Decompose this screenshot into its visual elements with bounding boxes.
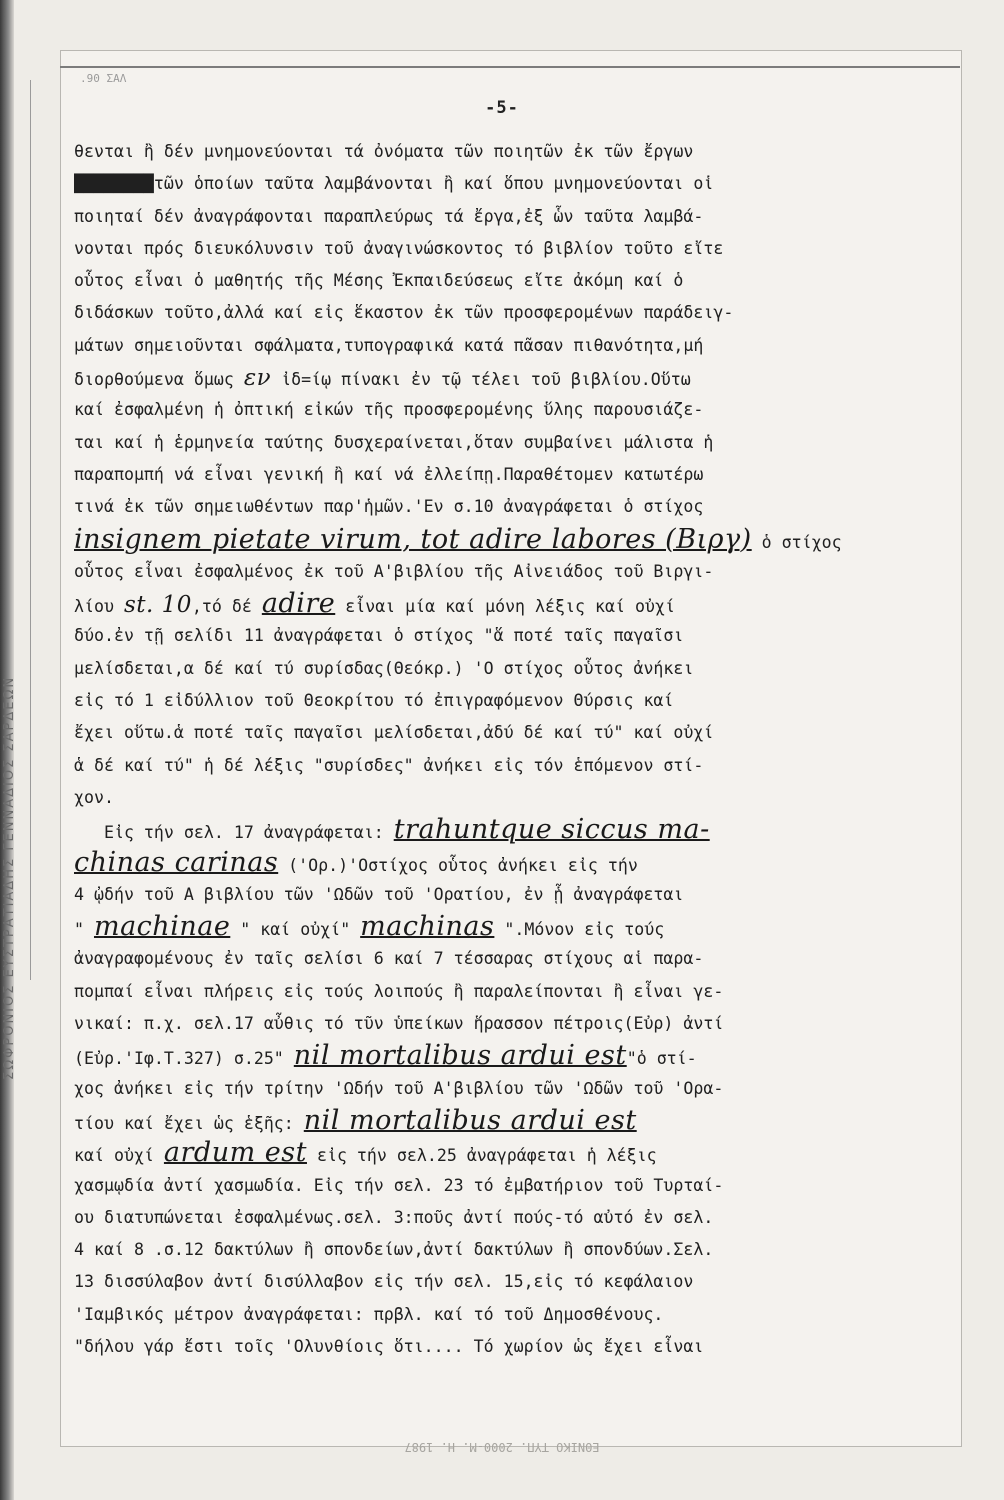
text-line [74, 330, 962, 362]
typed-text: Εἰς τήν σελ. 17 ἀναγράφεται: [74, 823, 394, 843]
typed-text: μάτων σημειοῦνται σφάλματα,τυπογραφικά κατά πᾶσαν πιθανότητα,μή [74, 335, 704, 355]
typed-text: 4 ᾠδήν τοῦ Α βιβλίου τῶν 'Ωδῶν τοῦ 'Ορατίου, ἐν ᾗ ἀναγράφεται [74, 884, 684, 904]
text-line [74, 556, 962, 588]
text-line [74, 265, 962, 297]
typed-text: ,τό δέ [191, 597, 262, 617]
typed-text: ὁ στίχος [751, 532, 842, 552]
text-line [74, 201, 962, 233]
typed-text: χον. [74, 787, 114, 807]
handwritten-insertion: nil mortalibus ardui est [293, 1040, 627, 1072]
typed-text-body [74, 136, 962, 1363]
text-line [74, 1299, 962, 1331]
text-line [74, 297, 962, 329]
text-line [74, 1040, 962, 1072]
typed-text: διδάσκων τοῦτο,ἀλλά καί εἰς ἕκαστον ἐκ τῶν προσφερομένων παράδειγ- [74, 303, 734, 323]
top-rule [60, 66, 960, 68]
spine-text: ΣΩΦΡΟΝΙΟΣ ΕΥΣΤΡΑΤΙΑΔΗΣ ΓΕΝΝΑΔΙΟΣ ΣΑΡΔΕΩΝ [2, 675, 17, 1080]
page-number: -5- [485, 98, 519, 118]
typed-text: ἁ δέ καί τύ" ἡ δέ λέξις "συρίσδες" ἀνήκει εἰς τόν ἑπόμενον στί- [74, 755, 704, 775]
text-line [74, 233, 962, 265]
footer-stamp: ΕΘΝΙΚΟ ΤΥΠ. 2000-Μ. Η. 1987 [404, 1440, 600, 1454]
text-line [74, 362, 962, 394]
text-line [74, 1170, 962, 1202]
corner-mark: .90 ΣΑΛ [80, 72, 127, 85]
typed-text: " καί οὐχί" [230, 920, 361, 940]
typed-text: ἔχει οὕτω.ἁ ποτέ ταῖς παγαῖσι μελίσδεται,ἀδύ δέ καί τύ" καί οὐχί [74, 723, 714, 743]
typed-text: (Εὐρ.'Ιφ.Τ.327) σ.25" [74, 1049, 294, 1069]
typed-text: ται καί ἡ ἑρμηνεία ταύτης δυσχεραίνεται,ὅταν συμβαίνει μάλιστα ἡ [74, 432, 714, 452]
handwritten-insertion: adire [261, 588, 336, 620]
text-line [74, 620, 962, 652]
handwritten-insertion: nil mortalibus ardui est [303, 1104, 637, 1136]
text-line [74, 394, 962, 426]
typed-text: ".Μόνον εἰς τούς [494, 920, 665, 940]
typed-text: " [74, 920, 94, 940]
typed-text: τίου καί ἔχει ὡς ἑξῆς: [74, 1113, 304, 1133]
handwritten-insertion: chinas carinas [74, 846, 279, 878]
handwritten-insertion: ardum est [163, 1137, 307, 1169]
text-line [74, 427, 962, 459]
typed-text: εἰς τήν σελ.25 ἀναγράφεται ἡ λέξις [306, 1146, 657, 1166]
typed-text: 'Ιαμβικός μέτρον ἀναγράφεται: πρβλ. καί τό τοῦ Δημοσθένους. [74, 1304, 664, 1324]
typed-text: οὗτος εἶναι ὁ μαθητής τῆς Μέσης Ἐκπαιδεύσεως εἴτε ἀκόμη καί ὁ [74, 271, 684, 291]
typed-text: πομπαί εἶναι πλήρεις εἰς τούς λοιπούς ἢ παραλείπονται ἢ εἶναι γε- [74, 981, 724, 1001]
typed-text: 4 καί 8 .σ.12 δακτύλων ἢ σπονδείων,ἀντί δακτύλων ἢ σπονδύων.Σελ. [74, 1240, 714, 1260]
handwritten-insertion: insignem pietate virum, tot adire labores (Βιργ) [74, 523, 752, 555]
text-line [74, 782, 962, 814]
text-line [74, 1137, 962, 1169]
typed-text: χασμῳδία ἀντί χασμωδία. Εἰς τήν σελ. 23 τό ἐμβατήριον τοῦ Τυρταί- [74, 1175, 724, 1195]
typed-text: ('Ορ.)'Οστίχος οὗτος ἀνήκει εἰς τήν [278, 855, 638, 875]
text-line [74, 750, 962, 782]
typed-text: θενται ἢ δέν μνημονεύονται τά ὀνόματα τῶν ποιητῶν ἐκ τῶν ἔργων [74, 142, 694, 161]
handwritten-insertion: machinae [93, 911, 231, 943]
typed-text: δύο.ἐν τῇ σελίδι 11 ἀναγράφεται ὁ στίχος "ἅ ποτέ ταῖς παγαῖσι [74, 626, 684, 646]
text-line [74, 168, 962, 200]
typed-text: ἀναγραφομένους ἐν ταῖς σελίσι 6 καί 7 τέσσαρας στίχους αἱ παρα- [74, 949, 704, 969]
typed-text: ποιηταί δέν ἀναγράφονται παραπλεύρως τά ἔργα,ἐξ ὧν ταῦτα λαμβά- [74, 206, 704, 226]
text-line [74, 1202, 962, 1234]
typed-text: καί οὐχί [74, 1146, 164, 1166]
typed-text: νονται πρός διευκόλυνσιν τοῦ ἀναγινώσκοντος τό βιβλίον τοῦτο εἴτε [74, 238, 724, 258]
text-line [74, 976, 962, 1008]
typed-text: παραπομπή νά εἶναι γενική ἢ καί νά ἐλλείπῃ.Παραθέτομεν κατωτέρω [74, 464, 704, 484]
handwritten-insertion: trahuntque siccus ma- [393, 814, 710, 846]
text-line [74, 459, 962, 491]
text-line [74, 524, 962, 556]
text-line [74, 685, 962, 717]
text-line [74, 1105, 962, 1137]
typed-text: ████████τῶν ὁποίων ταῦτα λαμβάνονται ἢ καί ὅπου μνημονεύονται οἱ [74, 174, 714, 194]
typed-text: ἰδ=ίῳ πίνακι ἐν τῷ τέλει τοῦ βιβλίου.Οὕτω [271, 370, 691, 390]
handwritten-insertion: machinas [360, 911, 495, 943]
text-line [74, 1008, 962, 1040]
typed-text: τινά ἐκ τῶν σημειωθέντων παρ'ἡμῶν.'Εν σ.10 ἀναγράφεται ὁ στίχος [74, 497, 704, 517]
typed-text: διορθούμενα ὅμως [74, 370, 244, 390]
handwritten-insertion: εν [243, 365, 272, 392]
text-line [74, 717, 962, 749]
typed-text: "δήλου γάρ ἔστι τοῖς 'Ολυνθίοις ὅτι.... Τό χωρίον ὡς ἔχει εἶναι [74, 1336, 704, 1356]
typed-text: ου διατυπώνεται ἐσφαλμένως.σελ. 3:ποῦς ἀντί πούς-τό αὐτό ἐν σελ. [74, 1207, 714, 1227]
text-line [74, 847, 962, 879]
text-line [74, 1266, 962, 1298]
text-line [74, 136, 962, 168]
text-line [74, 911, 962, 943]
text-line [74, 943, 962, 975]
text-line [74, 491, 962, 523]
typed-text: μελίσδεται,α δέ καί τύ συρίσδας(Θεόκρ.) 'Ο στίχος οὗτος ἀνήκει [74, 658, 694, 678]
typed-text: οὗτος εἶναι ἐσφαλμένος ἐκ τοῦ Α'βιβλίου τῆς Αἰνειάδος τοῦ Βιργι- [74, 561, 714, 581]
typed-text: χος ἀνήκει εἰς τήν τρίτην 'Ωδήν τοῦ Α'βιβλίου τῶν 'Ωδῶν τοῦ 'Ορα- [74, 1078, 724, 1098]
typed-text: εἰς τό 1 εἰδύλλιον τοῦ Θεοκρίτου τό ἐπιγραφόμενον Θύρσις καί [74, 691, 674, 711]
text-line [74, 1073, 962, 1105]
text-line [74, 1331, 962, 1363]
typed-text: εἶναι μία καί μόνη λέξις καί οὐχί [335, 597, 675, 617]
typed-text: νικαί: π.χ. σελ.17 αὖθις τό τῦν ὑπείκων ἥρασσον πέτροις(Εὐρ) ἀντί [74, 1014, 724, 1034]
text-line [74, 879, 962, 911]
text-line [74, 814, 962, 846]
typed-text: καί ἐσφαλμένη ἡ ὀπτική εἰκών τῆς προσφερομένης ὕλης παρουσιάζε- [74, 400, 704, 420]
handwritten-insertion: st. 10 [123, 592, 192, 619]
text-line [74, 588, 962, 620]
typed-text: λίου [74, 597, 124, 617]
typed-text: "ὁ στί- [626, 1049, 697, 1069]
text-line [74, 653, 962, 685]
typed-text: 13 δισσύλαβον ἀντί δισύλλαβον εἰς τήν σελ. 15,εἰς τό κεφάλαιον [74, 1272, 694, 1292]
text-line [74, 1234, 962, 1266]
